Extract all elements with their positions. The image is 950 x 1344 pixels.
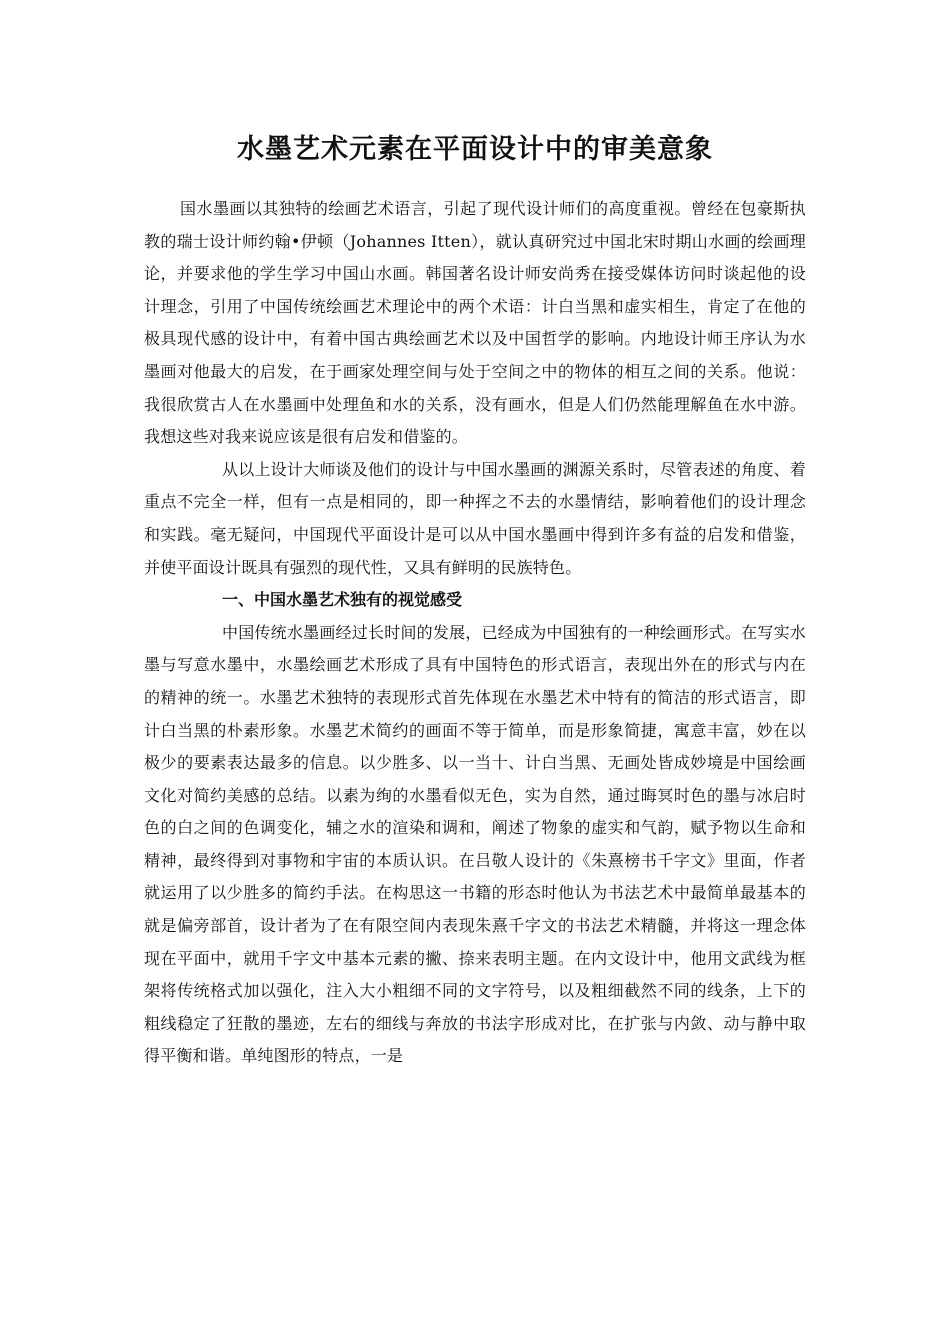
document-title: 水墨艺术元素在平面设计中的审美意象	[237, 134, 713, 165]
paragraph-1: 国水墨画以其独特的绘画艺术语言，引起了现代设计师们的高度重视。曾经在包豪斯执教的瑞士设计师约翰•伊顿（Johannes Itten），就认真研究过中国北宋时期山水画的绘画理论，并要求他的学生学习中国山水画。韩国著名设计师安尚秀在接受媒体访问时谈起他的设计理念，引用了中国传统绘画艺术理论中的两个术语：计白当黑和虚实相生，肯定了在他的极具现代感的设计中，有着中国古典绘画艺术以及中国哲学的影响。内地设计师王序认为水墨画对他最大的启发，在于画家处理空间与处于空间之中的物体的相互之间的关系。他说：我很欣赏古人在水墨画中处理鱼和水的关系，没有画水，但是人们仍然能理解鱼在水中游。我想这些对我来说应该是很有启发和借鉴的。	[144, 199, 806, 447]
paragraph-2: 从以上设计大师谈及他们的设计与中国水墨画的渊源关系时，尽管表述的角度、着重点不完全一样，但有一点是相同的，即一种挥之不去的水墨情结，影响着他们的设计理念和实践。毫无疑问，中国现代平面设计是可以从中国水墨画中得到许多有益的启发和借鉴，并使平面设计既具有强烈的现代性，又具有鲜明的民族特色。	[144, 459, 806, 577]
document-body	[144, 193, 806, 1073]
section-heading: 一、中国水墨艺术独有的视觉感受	[222, 590, 463, 610]
paragraph-3: 中国传统水墨画经过长时间的发展，已经成为中国独有的一种绘画形式。在写实水墨与写意水墨中，水墨绘画艺术形成了具有中国特色的形式语言，表现出外在的形式与内在的精神的统一。水墨艺术独特的表现形式首先体现在水墨艺术中特有的简洁的形式语言，即计白当黑的朴素形象。水墨艺术简约的画面不等于简单，而是形象简捷，寓意丰富，妙在以极少的要素表达最多的信息。以少胜多、以一当十、计白当黑、无画处皆成妙境是中国绘画文化对简约美感的总结。以素为绚的水墨看似无色，实为自然，通过晦冥时色的墨与冰启时色的白之间的色调变化，辅之水的渲染和调和，阐述了物象的虚实和气韵，赋予物以生命和精神，最终得到对事物和宇宙的本质认识。在吕敬人设计的《朱熹榜书千字文》里面，作者就运用了以少胜多的简约手法。在构思这一书籍的形态时他认为书法艺术中最简单最基本的就是偏旁部首，设计者为了在有限空间内表现朱熹千字文的书法艺术精髓，并将这一理念体现在平面中，就用千字文中基本元素的撇、捺来表明主题。在内文设计中，他用文武线为框架将传统格式加以强化，注入大小粗细不同的文字符号，以及粗细截然不同的线条，上下的粗线稳定了狂散的墨迹，左右的细线与奔放的书法字形成对比，在扩张与内敛、动与静中取得平衡和谐。单纯图形的特点，一是	[144, 622, 806, 1066]
